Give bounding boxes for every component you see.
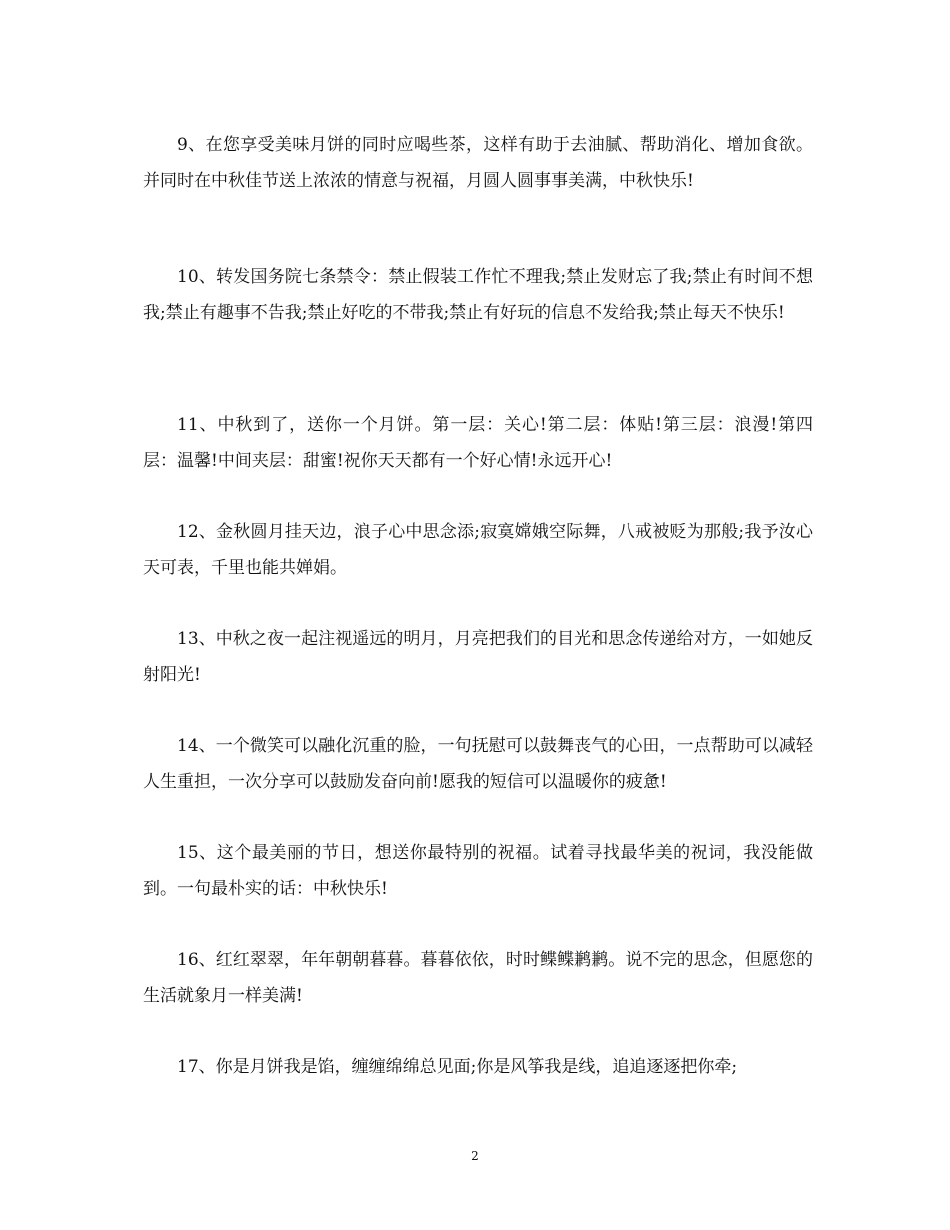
paragraph-17: 17、你是月饼我是馅，缠缠绵绵总见面;你是风筝我是线，追追逐逐把你牵; [177,1057,738,1077]
paragraph-15: 15、这个最美丽的节日，想送你最特别的祝福。试着寻找最华美的祝词，我没能做到。一句最朴实的话：中秋快乐! [143,843,813,899]
paragraph-9: 9、在您享受美味月饼的同时应喝些茶，这样有助于去油腻、帮助消化、增加食欲。并同时在中秋佳节送上浓浓的情意与祝福，月圆人圆事事美满，中秋快乐! [143,135,813,191]
paragraph-14: 14、一个微笑可以融化沉重的脸，一句抚慰可以鼓舞丧气的心田，一点帮助可以减轻人生重担，一次分享可以鼓励发奋向前!愿我的短信可以温暖你的疲惫! [143,736,813,792]
paragraph-16: 16、红红翠翠，年年朝朝暮暮。暮暮依依，时时鲽鲽鹣鹣。说不完的思念，但愿您的生活就象月一样美满! [143,950,813,1006]
paragraph-13: 13、中秋之夜一起注视遥远的明月，月亮把我们的目光和思念传递给对方，一如她反射阳光! [143,629,813,685]
paragraph-10: 10、转发国务院七条禁令：禁止假装工作忙不理我;禁止发财忘了我;禁止有时间不想我;禁止有趣事不告我;禁止好吃的不带我;禁止有好玩的信息不发给我;禁止每天不快乐! [143,267,813,323]
paragraph-12: 12、金秋圆月挂天边，浪子心中思念添;寂寞嫦娥空际舞，八戒被贬为那般;我予汝心天可表，千里也能共婵娟。 [143,522,813,578]
paragraph-11: 11、中秋到了，送你一个月饼。第一层：关心!第二层：体贴!第三层：浪漫!第四层：温馨!中间夹层：甜蜜!祝你天天都有一个好心情!永远开心! [143,415,813,471]
page-number: 2 [471,1149,479,1163]
